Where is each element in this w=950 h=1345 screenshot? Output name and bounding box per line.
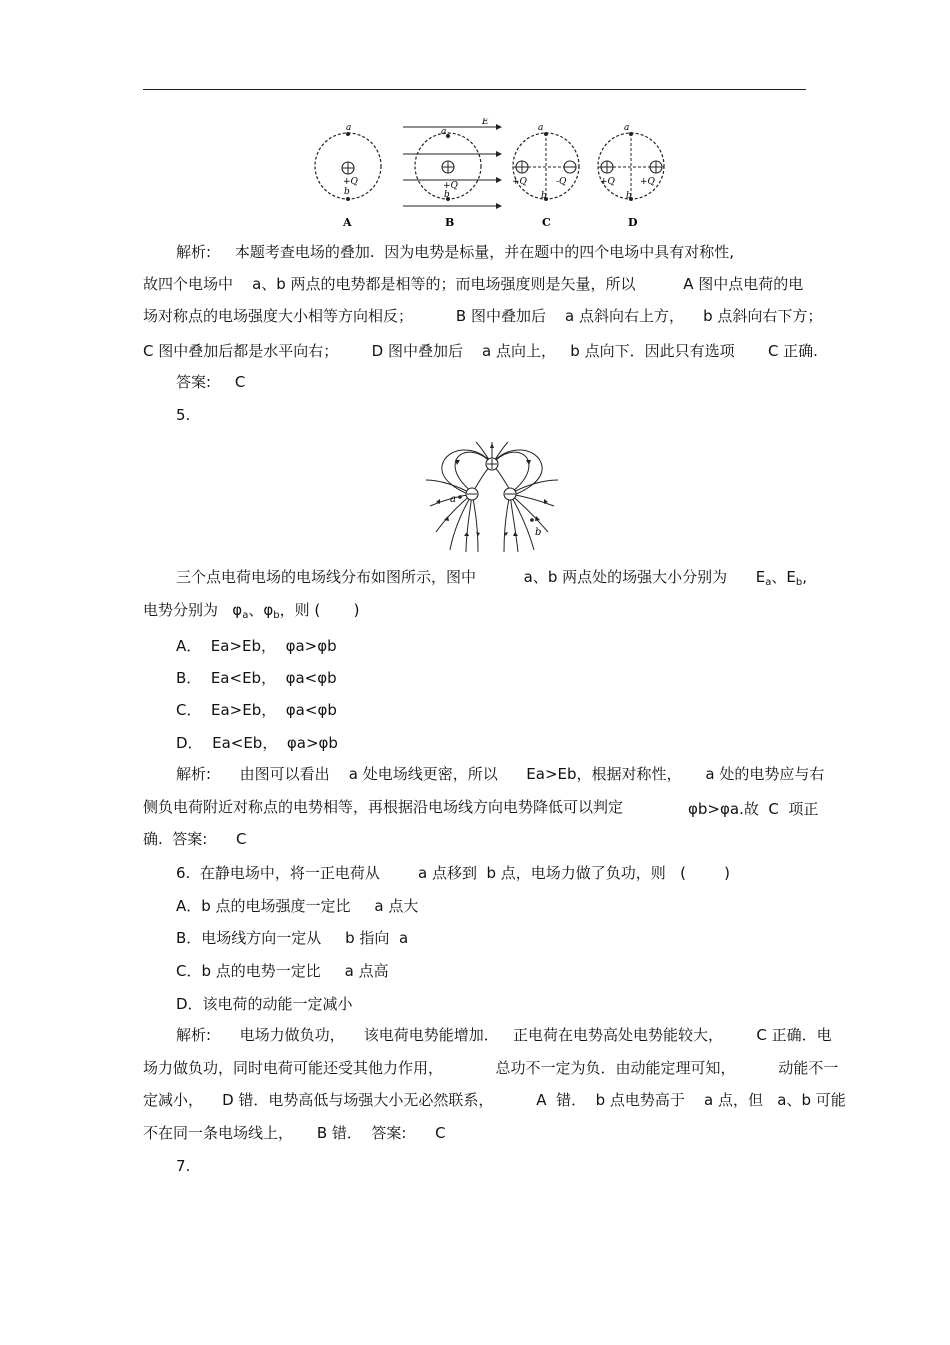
q4-answer: 答案: C <box>176 373 246 391</box>
q5-option-a: A． Ea>Eb， φa>φb <box>176 637 337 655</box>
q4-analysis-line-3: 场对称点的电场强度大小相等方向相反； B 图中叠加后 a 点斜向右上方， b 点斜向右下方； <box>143 307 823 325</box>
q7-number: 7. <box>176 1157 191 1175</box>
svg-text:b: b <box>535 527 542 538</box>
svg-text:D: D <box>628 216 638 229</box>
svg-text:b: b <box>626 191 632 201</box>
q6-option-d: D．该电荷的动能一定减小 <box>176 995 353 1013</box>
q4-analysis-line-1: 解析: 本题考查电场的叠加. 因为电势是标量，并在题中的四个电场中具有对称性, <box>176 243 734 261</box>
svg-text:B: B <box>445 216 455 229</box>
q4-analysis-line-2: 故四个电场中 a、b 两点的电势都是相等的；而电场强度则是矢量，所以 A 图中点电荷的电 <box>143 275 804 293</box>
q5-stem-line-2: 电势分别为 $\varphi_a$、$\varphi_b$，则 ( ) <box>143 601 360 621</box>
q6-option-c: C．b 点的电势一定比 a 点高 <box>176 962 389 980</box>
q6-option-a: A．b 点的电场强度一定比 a 点大 <box>176 897 419 915</box>
diagram-c <box>512 123 579 229</box>
svg-text:+Q: +Q <box>443 181 458 191</box>
svg-text:b: b <box>344 187 350 197</box>
q5-number: 5. <box>176 406 191 424</box>
q5-analysis-line-2a: 侧负电荷附近对称点的电势相等，再根据沿电场线方向电势降低可以判定 <box>143 798 624 816</box>
q5-option-d: D． Ea<Eb， φa>φb <box>176 734 338 752</box>
diagram-d <box>598 123 664 229</box>
svg-text:E: E <box>482 118 489 127</box>
svg-text:+Q: +Q <box>600 177 615 187</box>
q5-option-b: B． Ea<Eb， φa<φb <box>176 669 337 687</box>
q6-analysis-line-4: 不在同一条电场线上， B 错． 答案: C <box>143 1124 446 1142</box>
svg-text:a: a <box>346 123 352 133</box>
header-rule <box>143 89 806 90</box>
diagram-a <box>315 123 381 229</box>
q5-option-c: C． Ea>Eb， φa<φb <box>176 701 337 719</box>
q5-analysis-line-1: 解析: 由图可以看出 a 处电场线更密，所以 Ea>Eb，根据对称性， a 处的电势应与右 <box>176 765 825 783</box>
q5-stem-line-1: 三个点电荷电场的电场线分布如图所示，图中 a、b 两点处的场强大小分别为 $E_a$、$E_b$, <box>176 568 808 588</box>
diagram-b <box>403 118 502 229</box>
svg-text:a: a <box>450 494 456 505</box>
svg-text:a: a <box>624 123 630 133</box>
svg-text:A: A <box>343 216 352 229</box>
svg-text:a: a <box>441 127 447 137</box>
figure-four-fields <box>300 118 700 238</box>
svg-text:C: C <box>542 216 551 229</box>
figure-field-lines <box>422 440 562 555</box>
q5-analysis-line-3: 确. 答案: C <box>143 830 247 848</box>
svg-text:+Q: +Q <box>512 177 527 187</box>
svg-text:+Q: +Q <box>343 177 358 187</box>
svg-text:b: b <box>541 191 547 201</box>
q6-analysis-line-1: 解析: 电场力做负功， 该电荷电势能增加． 正电荷在电势高处电势能较大， C 正确．电 <box>176 1026 832 1044</box>
q6-option-b: B．电场线方向一定从 b 指向 a <box>176 929 409 947</box>
q6-analysis-line-3: 定减小， D 错．电势高低与场强大小无必然联系， A 错． b 点电势高于 a 点，但 a、b 可能 <box>143 1091 846 1109</box>
q6-stem: 6. 在静电场中，将一正电荷从 a 点移到 b 点，电场力做了负功，则 ( ) <box>176 864 730 882</box>
svg-text:a: a <box>538 123 544 133</box>
svg-text:+Q: +Q <box>640 177 655 187</box>
q5-analysis-line-2b: φb>φa.故 C 项正 <box>688 800 819 818</box>
q4-analysis-line-4: C 图中叠加后都是水平向右； D 图中叠加后 a 点向上， b 点向下．因此只有选项 C 正确. <box>143 342 818 360</box>
svg-text:b: b <box>444 190 450 200</box>
svg-text:-Q: -Q <box>556 177 567 187</box>
q6-analysis-line-2: 场力做负功，同时电荷可能还受其他力作用， 总功不一定为负．由动能定理可知， 动能不一 <box>143 1059 839 1077</box>
